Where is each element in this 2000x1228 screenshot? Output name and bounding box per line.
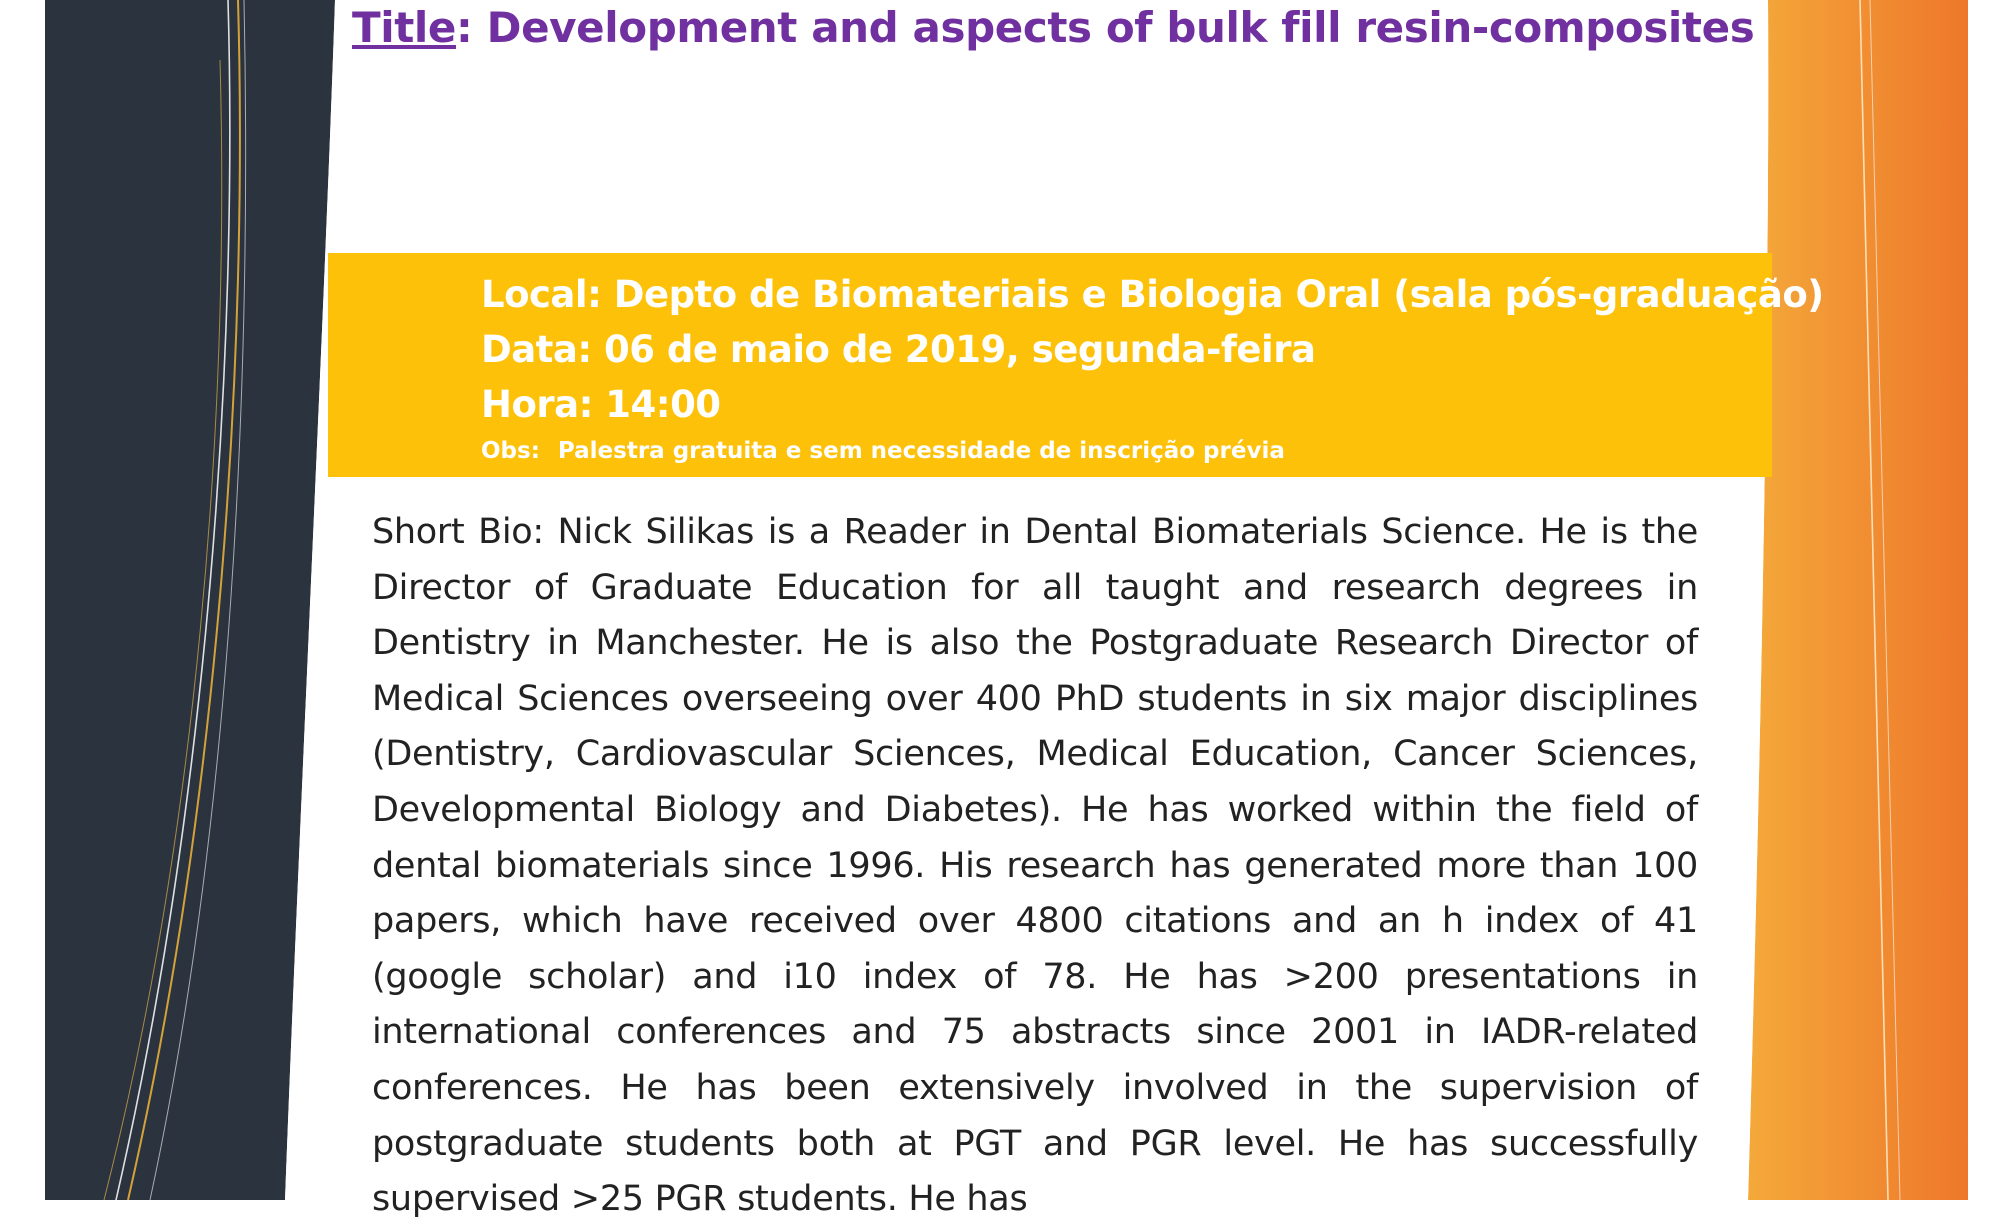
event-time: Hora: 14:00	[481, 383, 721, 426]
event-date: Data: 06 de maio de 2019, segunda-feira	[481, 328, 1316, 371]
event-location: Local: Depto de Biomateriais e Biologia Oral (sala pós-graduação)	[481, 273, 1824, 316]
dark-side-panel	[45, 0, 335, 1200]
orange-side-panel	[1748, 0, 1968, 1200]
title-text: : Development and aspects of bulk fill resin-composites	[456, 3, 1755, 52]
event-note-label: Obs:	[481, 438, 540, 464]
event-info-band	[328, 253, 1824, 477]
event-note-text: Palestra gratuita e sem necessidade de inscrição prévia	[557, 438, 1285, 464]
talk-title	[352, 0, 1754, 56]
title-label: Title	[352, 3, 457, 52]
event-note	[481, 436, 1285, 466]
speaker-bio: Short Bio: Nick Silikas is a Reader in Dental Biomaterials Science. He is the Director of Graduate Education for all taught and research degrees in Dentistry in Manchester. He is also the Postgraduate Research Director of Medical Sciences overseeing over 400 PhD students in six major disciplines (Dentistry, Cardiovascular Sciences, Medical Education, Cancer Sciences, Developmental Biology and Diabetes). He has worked within the field of dental biomaterials since 1996. His research has generated more than 100 papers, which have received over 4800 citations and an h index of 41 (google scholar) and i10 index of 78. He has >200 presentations in international conferences and 75 abstracts since 2001 in IADR-related conferences. He has been extensively involved in the supervision of postgraduate students both at PGT and PGR level. He has successfully supervised >25 PGR students. He has	[372, 512, 1698, 1220]
